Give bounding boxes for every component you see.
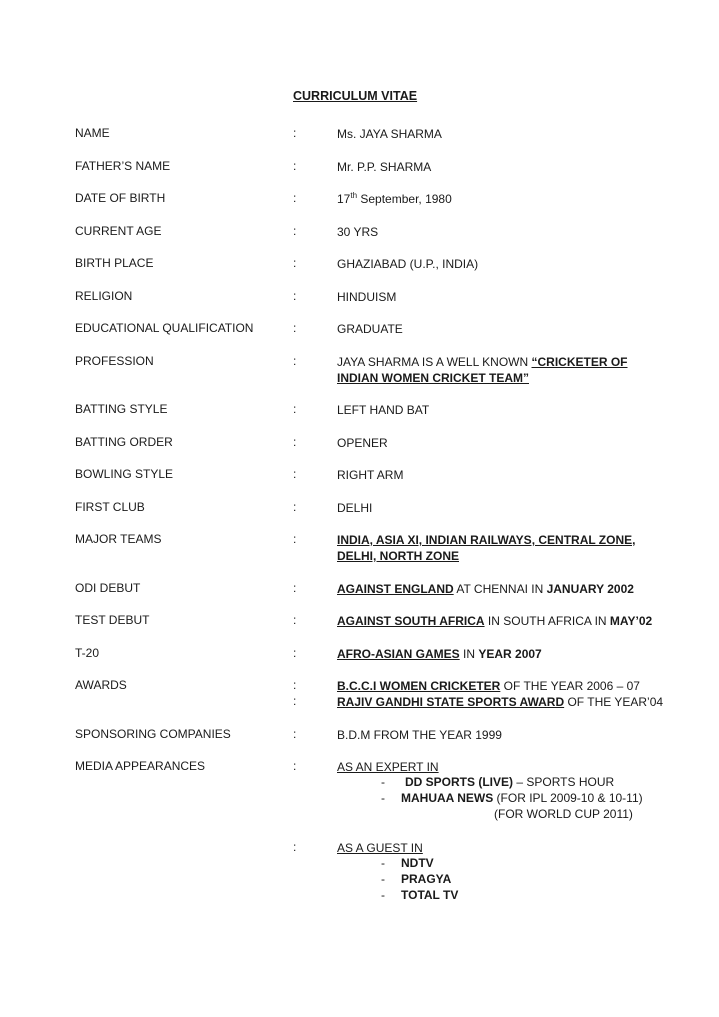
field-value: DELHI — [337, 501, 373, 515]
t20-year: YEAR 2007 — [478, 647, 542, 661]
field-label: BIRTH PLACE — [75, 256, 154, 270]
dob-rest: September, 1980 — [357, 192, 452, 206]
profession-text: JAYA SHARMA IS A WELL KNOWN — [337, 355, 532, 369]
field-colon: : — [293, 467, 297, 481]
profession-highlight: “CRICKETER OF — [531, 355, 628, 369]
field-colon: : — [293, 646, 297, 660]
field-label: MEDIA APPEARANCES — [75, 759, 206, 773]
t20-mid: IN — [459, 647, 479, 661]
teams-line: DELHI, NORTH ZONE — [337, 549, 459, 563]
field-value: GRADUATE — [337, 322, 403, 336]
list-dash: - — [381, 888, 385, 902]
list-dash: - — [381, 775, 385, 789]
field-label: NAME — [75, 126, 110, 140]
teams-line: INDIA, ASIA XI, INDIAN RAILWAYS, CENTRAL ZONE, — [337, 533, 636, 547]
field-label: RELIGION — [75, 289, 133, 303]
profession-highlight: INDIAN WOMEN CRICKET TEAM” — [337, 371, 529, 385]
field-colon: : — [293, 532, 297, 546]
field-colon: : — [293, 159, 297, 173]
field-value: LEFT HAND BAT — [337, 403, 430, 417]
field-value — [337, 613, 652, 629]
debut-date: JANUARY 2002 — [546, 582, 634, 596]
dob-day: 17 — [337, 192, 351, 206]
field-value — [337, 646, 542, 662]
field-value: Mr. P.P. SHARMA — [337, 160, 432, 174]
media-detail-cont: (FOR WORLD CUP 2011) — [494, 807, 633, 821]
field-colon: : — [293, 289, 297, 303]
debut-venue: IN SOUTH AFRICA IN — [484, 614, 610, 628]
field-value: OPENER — [337, 436, 388, 450]
field-value — [337, 191, 452, 207]
field-value — [337, 581, 634, 597]
field-label: SPONSORING COMPANIES — [75, 727, 231, 741]
list-dash: - — [381, 872, 385, 886]
field-label: FATHER’S NAME — [75, 159, 171, 173]
field-colon: : — [293, 256, 297, 270]
field-colon: : — [293, 321, 297, 335]
field-label: BATTING ORDER — [75, 435, 173, 449]
dob-suffix: th — [350, 191, 358, 200]
field-value: HINDUISM — [337, 290, 397, 304]
debut-opponent: AGAINST SOUTH AFRICA — [337, 614, 485, 628]
field-colon: : — [293, 694, 297, 708]
field-colon: : — [293, 613, 297, 627]
field-colon: : — [293, 354, 297, 368]
field-label: ODI DEBUT — [75, 581, 141, 595]
field-colon: : — [293, 759, 297, 773]
field-value — [337, 532, 635, 564]
field-label: DATE OF BIRTH — [75, 191, 166, 205]
list-dash: - — [381, 856, 385, 870]
list-dash: - — [381, 791, 385, 805]
debut-opponent: AGAINST ENGLAND — [337, 582, 454, 596]
award-detail: OF THE YEAR’04 — [564, 695, 664, 709]
media-expert-item — [401, 791, 643, 805]
field-colon: : — [293, 435, 297, 449]
media-expert-item — [405, 775, 614, 789]
field-value — [337, 678, 663, 710]
field-label: FIRST CLUB — [75, 500, 145, 514]
field-colon: : — [293, 581, 297, 595]
t20-event: AFRO-ASIAN GAMES — [337, 647, 460, 661]
field-colon: : — [293, 402, 297, 416]
field-colon: : — [293, 224, 297, 238]
field-colon: : — [293, 500, 297, 514]
media-guest-item: TOTAL TV — [401, 888, 459, 902]
award-detail: OF THE YEAR 2006 – 07 — [500, 679, 640, 693]
debut-date: MAY’02 — [609, 614, 653, 628]
media-guest-item: PRAGYA — [401, 872, 452, 886]
award-name: B.C.C.I WOMEN CRICKETER — [337, 679, 501, 693]
field-label: TEST DEBUT — [75, 613, 150, 627]
field-colon: : — [293, 126, 297, 140]
field-colon: : — [293, 840, 297, 854]
field-label: BATTING STYLE — [75, 402, 168, 416]
document-title: CURRICULUM VITAE — [293, 89, 418, 103]
field-value — [337, 354, 628, 386]
field-value: RIGHT ARM — [337, 468, 404, 482]
field-label: EDUCATIONAL QUALIFICATION — [75, 321, 254, 335]
field-label: AWARDS — [75, 678, 127, 692]
debut-venue: AT CHENNAI IN — [453, 582, 547, 596]
media-expert-heading: AS AN EXPERT IN — [337, 760, 439, 774]
field-label: MAJOR TEAMS — [75, 532, 162, 546]
field-value: Ms. JAYA SHARMA — [337, 127, 442, 141]
field-label: PROFESSION — [75, 354, 154, 368]
award-name: RAJIV GANDHI STATE SPORTS AWARD — [337, 695, 565, 709]
field-label: CURRENT AGE — [75, 224, 162, 238]
media-guest-heading: AS A GUEST IN — [337, 841, 423, 855]
media-channel: DD SPORTS (LIVE) — [405, 775, 514, 789]
field-colon: : — [293, 678, 297, 692]
field-value: GHAZIABAD (U.P., INDIA) — [337, 257, 479, 271]
field-colon: : — [293, 727, 297, 741]
field-colon: : — [293, 191, 297, 205]
media-guest-item: NDTV — [401, 856, 434, 870]
media-channel: MAHUAA NEWS — [401, 791, 494, 805]
media-detail: (FOR IPL 2009-10 & 10-11) — [493, 791, 643, 805]
media-detail: – SPORTS HOUR — [513, 775, 615, 789]
field-label: T-20 — [75, 646, 100, 660]
field-label: BOWLING STYLE — [75, 467, 174, 481]
field-value: B.D.M FROM THE YEAR 1999 — [337, 728, 502, 742]
field-value: 30 YRS — [337, 225, 379, 239]
